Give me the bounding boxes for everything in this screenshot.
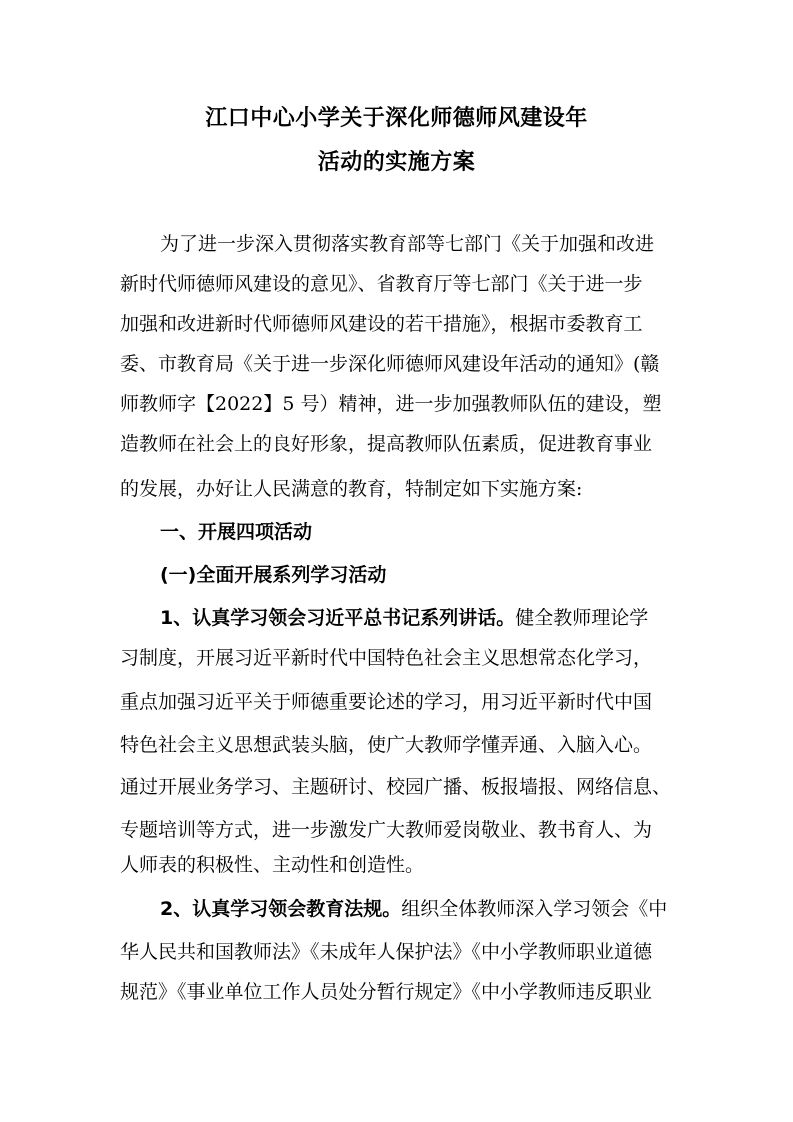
item-1-line-6: 专题培训等方式，进一步激发广大教师爱岗敬业、教书育人、为 [120, 819, 653, 841]
item-1-line-4: 特色社会主义思想武装头脑，使广大教师学懂弄通、入脑入心。 [120, 734, 653, 756]
subsection-heading: (一)全面开展系列学习活动 [160, 564, 387, 586]
document-title-line-2: 活动的实施方案 [317, 150, 476, 175]
section-heading: 一、开展四项活动 [160, 521, 313, 543]
item-1-line-5: 通过开展业务学习、主题研讨、校园广播、板报墙报、网络信息、 [120, 776, 672, 798]
item-2-text: 组织全体教师深入学习领会《中 [401, 898, 668, 920]
intro-line-4: 委、市教育局《关于进一步深化师德师风建设年活动的通知》(赣 [120, 353, 660, 375]
item-2-line-2: 华人民共和国教师法》《未成年人保护法》《中小学教师职业道德 [120, 941, 653, 963]
item-1-bold-title: 1、认真学习领会习近平总书记系列讲话。 [160, 607, 516, 629]
item-1-line-3: 重点加强习近平关于师德重要论述的学习，用习近平新时代中国 [120, 691, 653, 713]
document-title-line-1: 江口中心小学关于深化师德师风建设年 [205, 106, 588, 131]
intro-line-7: 的发展，办好让人民满意的教育，特制定如下实施方案: [120, 478, 583, 500]
intro-line-2: 新时代师德师风建设的意见》、省教育厅等七部门《关于进一步 [120, 273, 643, 295]
item-2-bold-title: 2、认真学习领会教育法规。 [160, 898, 402, 920]
item-2-line-3: 规范》《事业单位工作人员处分暂行规定》《中小学教师违反职业 [120, 981, 653, 1003]
item-1-line-2: 习制度，开展习近平新时代中国特色社会主义思想常态化学习， [120, 647, 653, 669]
item-1-first-line [160, 606, 648, 630]
intro-line-6: 造教师在社会上的良好形象，提高教师队伍素质，促进教育事业 [120, 433, 653, 455]
item-1-text: 健全教师理论学 [515, 607, 649, 629]
item-2-first-line [160, 897, 667, 921]
intro-line-5: 师教师字【2022】5 号）精神，进一步加强教师队伍的建设，塑 [120, 393, 662, 415]
intro-line-1: 为了进一步深入贯彻落实教育部等七部门《关于加强和改进 [160, 233, 655, 255]
intro-line-3: 加强和改进新时代师德师风建设的若干措施》，根据市委教育工 [120, 313, 643, 335]
item-1-line-7: 人师表的积极性、主动性和创造性。 [120, 854, 425, 876]
